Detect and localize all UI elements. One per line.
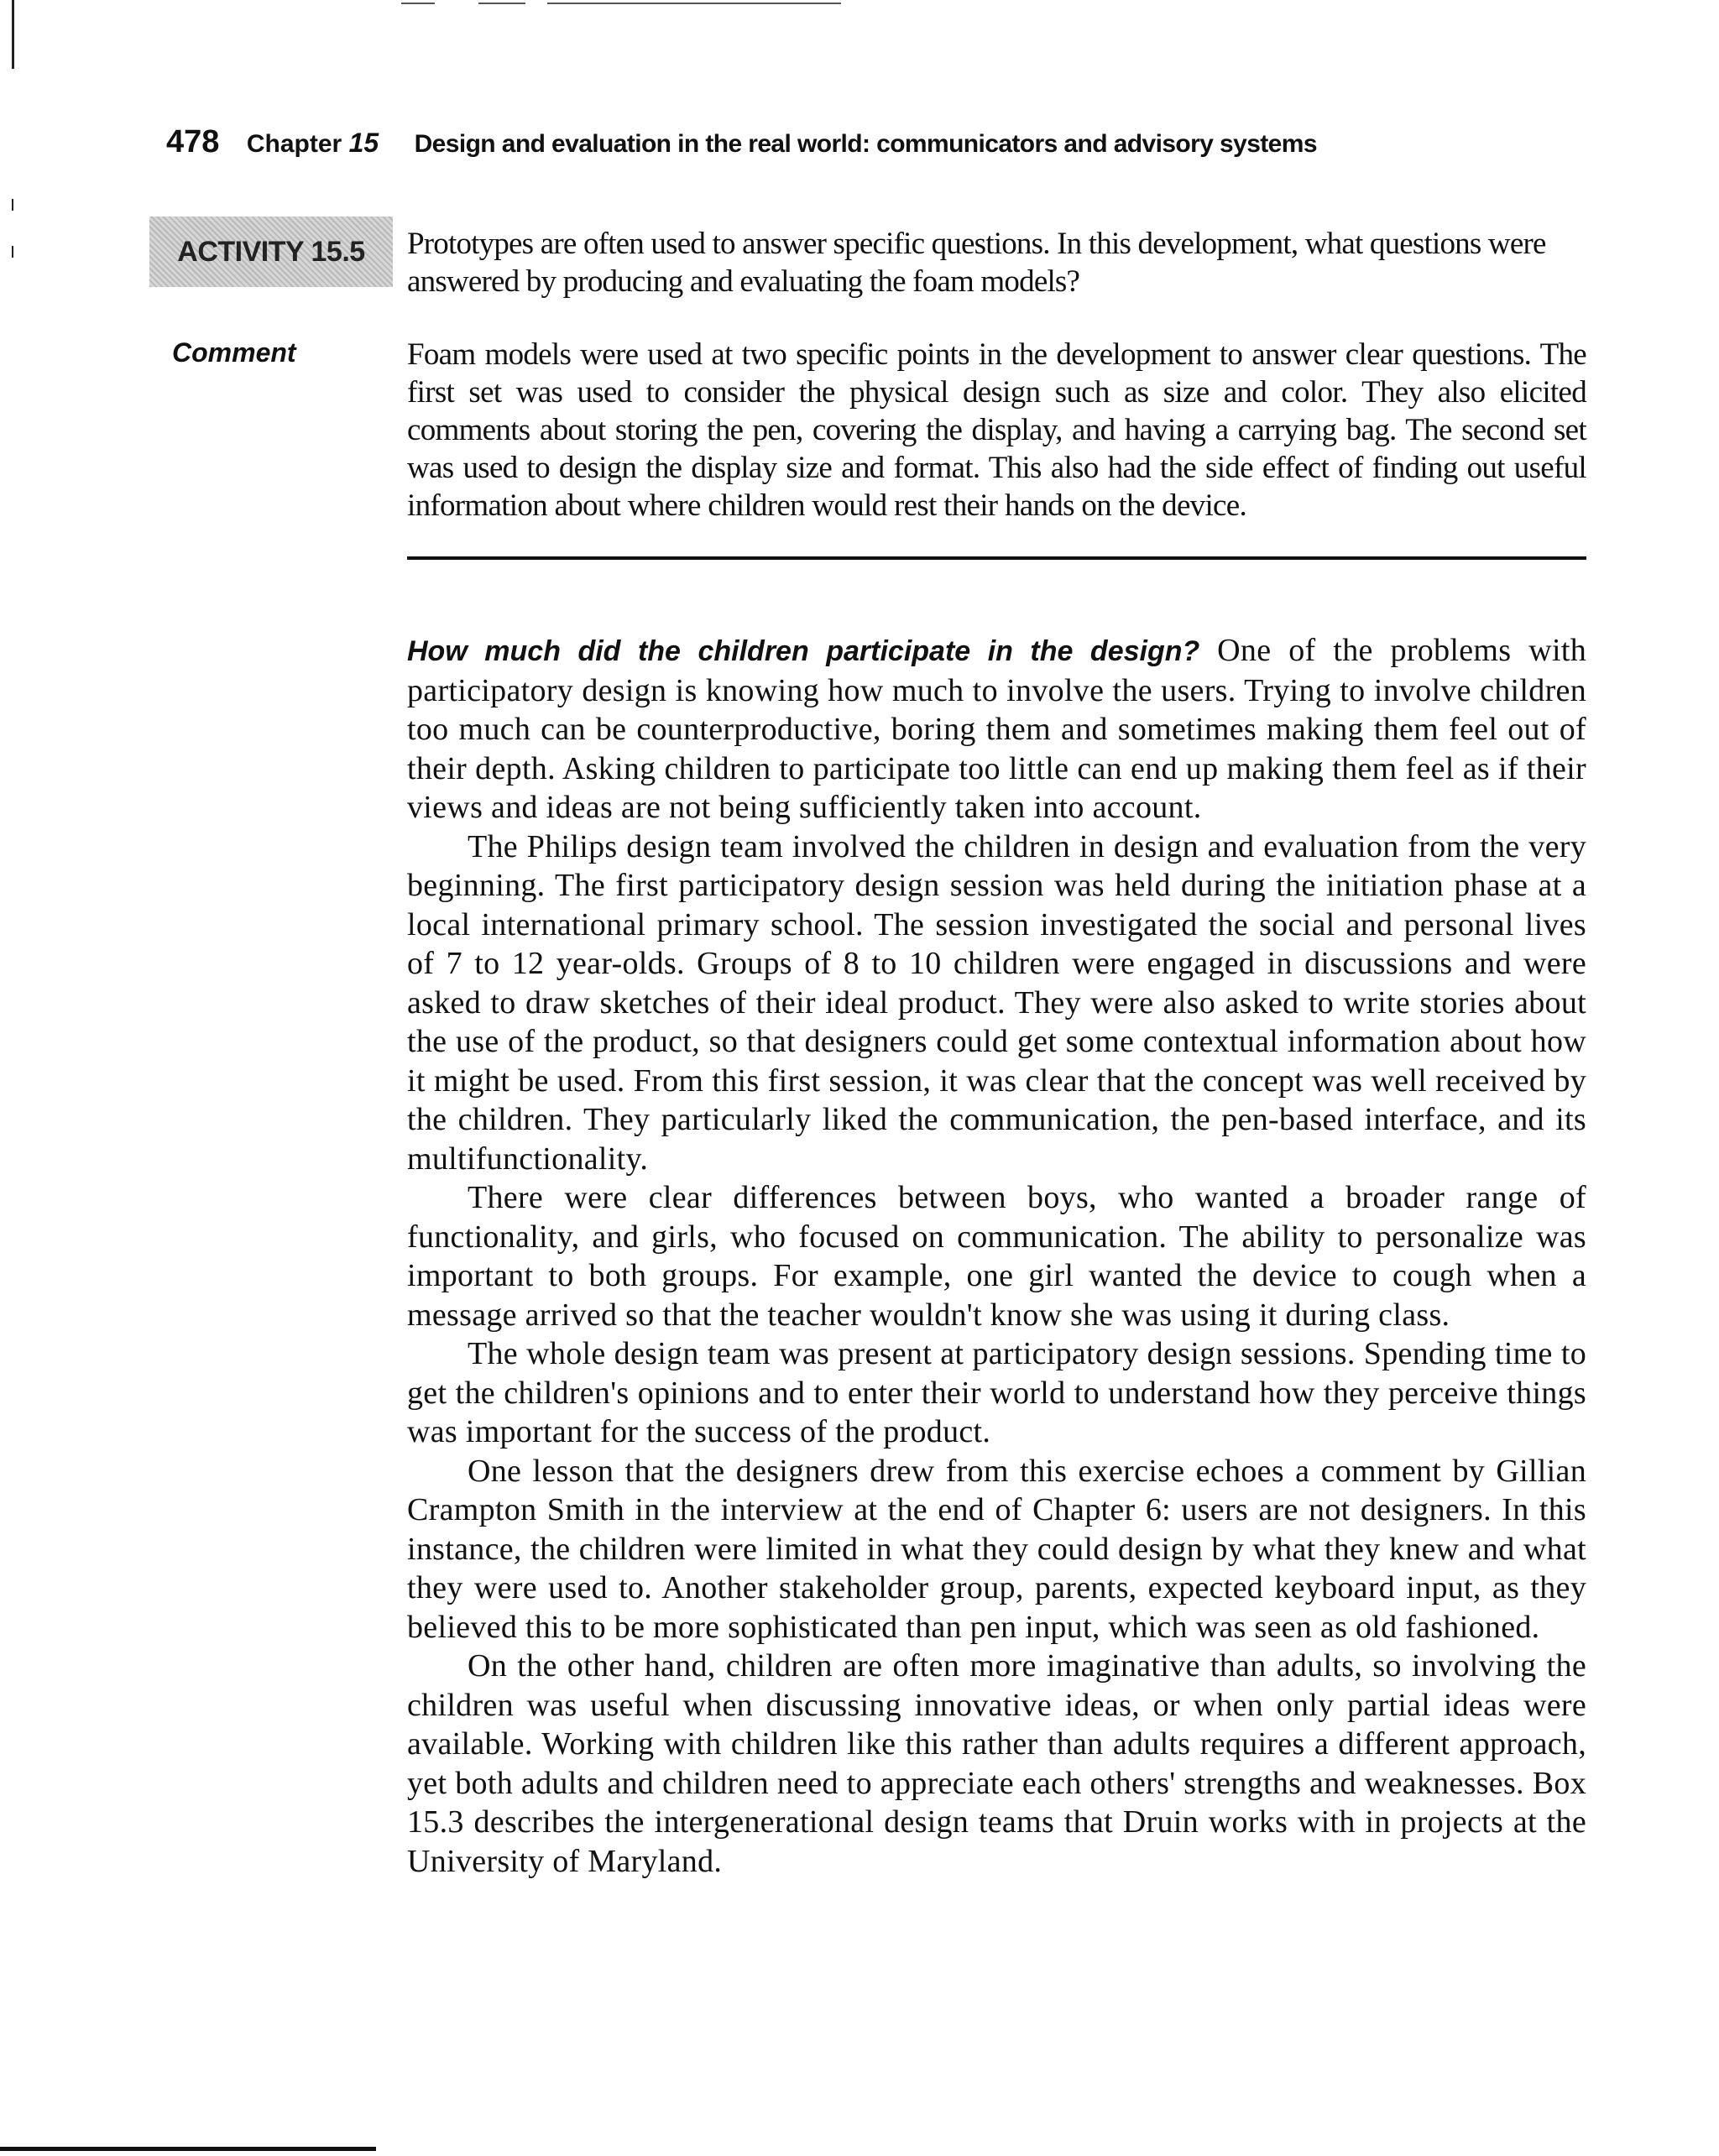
scan-edge-tick [12, 246, 13, 258]
chapter-number: 15 [348, 128, 379, 158]
paragraph: The Philips design team involved the children in design and evaluation from the very beginning. The first participatory design session was held during the initiation phase at a local international primary school. The session investigated the social and personal lives of 7 to 12 year-olds. Groups of 8 to 10 children were engaged in discussions and were asked to draw sketches of their ideal product. They were also asked to write stories about the use of the product, so that designers could get some contextual information about how it might be used. From this first session, it was clear that the concept was well received by the children. They particularly liked the communication, the pen-based interface, and its multifunctionality. [407, 828, 1586, 1177]
paragraph-text: One of the problems with participatory design is knowing how much to involve the users. Trying to involve children too much can be counterproductive, boring them and sometimes making them feel out of their depth. Asking children to participate too little can end up making them feel as if their views and ideas are not being sufficiently taken into account. [407, 633, 1586, 825]
paragraph: There were clear differences between boys, who wanted a broader range of functionality, and girls, who focused on communication. The ability to personalize was important to both groups. For example, one girl wanted the device to cough when a message arrived so that the teacher wouldn't know she was using it during class. [407, 1180, 1586, 1333]
activity-question: Prototypes are often used to answer specific questions. In this development, what questions were answered by producing and evaluating the foam models? [407, 227, 1546, 299]
scan-edge-line [12, 0, 14, 69]
paragraph: The whole design team was present at participatory design sessions. Spending time to get the children's opinions and to enter their world to understand how they perceive things was important for the success of the product. [407, 1336, 1586, 1449]
scan-top-line [547, 3, 841, 4]
activity-end-rule [407, 556, 1586, 560]
activity-badge [149, 217, 393, 287]
paragraph: One lesson that the designers drew from this exercise echoes a comment by Gillian Crampton Smith in the interview at the end of Chapter 6: users are not designers. In this instance, the children were limited in what they could design by what they knew and what they were used to. Another stakeholder group, parents, expected keyboard input, as they believed this to be more sophisticated than pen input, which was seen as old fashioned. [407, 1453, 1586, 1645]
comment-text: Foam models were used at two specific points in the development to answer clear questions. The first set was used to consider the physical design such as size and color. They also elicited comments about storing the pen, covering the display, and having a carrying bag. The second set was used to design the display size and format. This also had the side effect of finding out useful information about where children would rest their hands on the device. [407, 337, 1586, 523]
chapter-label [247, 130, 379, 158]
paragraph [407, 631, 1586, 827]
chapter-title: Design and evaluation in the real world: communicators and advisory systems [414, 130, 1317, 158]
page-number: 478 [166, 124, 220, 159]
scan-top-line [478, 3, 525, 4]
body-text [407, 631, 1586, 1881]
scan-edge-tick [12, 199, 13, 211]
activity-label: ACTIVITY 15.5 [177, 235, 365, 268]
paragraph: On the other hand, children are often more imaginative than adults, so involving the children was useful when discussing innovative ideas, or when only partial ideas were available. Working with children like this rather than adults requires a different approach, yet both adults and children need to appreciate each others' strengths and weaknesses. Box 15.3 describes the intergenerational design teams that Druin works with in projects at the University of Maryland. [407, 1648, 1586, 1879]
chapter-word: Chapter [246, 130, 342, 158]
comment-label: Comment [172, 337, 296, 368]
run-in-heading: How much did the children participate in the design? [407, 635, 1200, 667]
footer-rule [0, 2147, 376, 2151]
scan-top-line [401, 3, 435, 4]
running-head [166, 124, 1593, 160]
